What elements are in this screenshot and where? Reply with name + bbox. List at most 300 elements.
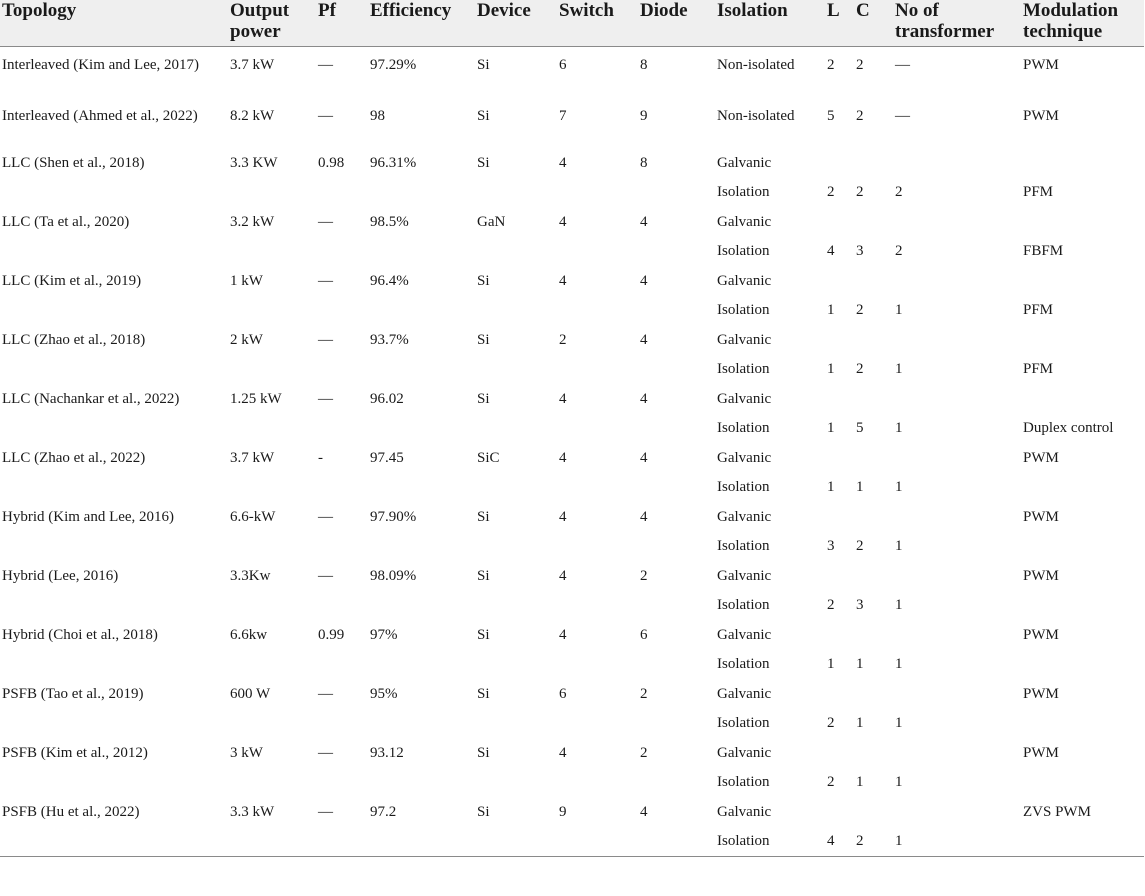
cell-l <box>825 503 854 533</box>
cell-topology: LLC (Zhao et al., 2018) <box>2 331 146 348</box>
cell-output-power <box>228 709 316 739</box>
cell-c: 2 <box>856 302 864 318</box>
cell-efficiency: 96.4% <box>370 272 409 289</box>
cell-diode: 2 <box>640 685 648 702</box>
cell-pf <box>316 532 368 562</box>
table-row <box>0 414 1144 444</box>
header-device <box>475 0 557 47</box>
cell-c: 2 <box>856 107 864 124</box>
cell-modulation: PFM <box>1023 361 1054 377</box>
header-transformer-line1: No of <box>895 0 939 21</box>
cell-c <box>854 680 893 710</box>
cell-output-power: 3 kW <box>230 744 263 761</box>
cell-efficiency: 93.12 <box>370 744 404 761</box>
cell-isolation: Galvanic <box>717 154 772 171</box>
cell-transformer <box>893 326 1021 356</box>
cell-c: 1 <box>856 774 864 790</box>
cell-device: Si <box>477 744 490 761</box>
cell-device <box>475 650 557 680</box>
table-row <box>0 709 1144 739</box>
cell-topology: Interleaved (Kim and Lee, 2017) <box>2 57 199 73</box>
cell-l: 4 <box>825 827 854 857</box>
cell-switch: 6 <box>559 685 567 702</box>
cell-efficiency: 97.29% <box>370 57 417 73</box>
cell-output-power <box>228 414 316 444</box>
cell-pf <box>316 768 368 798</box>
cell-isolation: Isolation <box>717 302 770 318</box>
cell-isolation: Galvanic <box>717 390 772 407</box>
cell-device: Si <box>477 57 490 73</box>
cell-modulation: PFM <box>1023 184 1054 200</box>
cell-topology <box>0 650 228 680</box>
cell-output-power: 1 kW <box>230 272 263 289</box>
cell-diode: 2 <box>640 567 648 584</box>
cell-switch <box>557 709 638 739</box>
cell-topology <box>0 237 228 267</box>
cell-transformer <box>893 208 1021 238</box>
cell-switch <box>557 768 638 798</box>
cell-isolation: Isolation <box>717 361 770 377</box>
cell-topology <box>0 178 228 208</box>
cell-device <box>475 414 557 444</box>
cell-l: 5 <box>827 107 835 124</box>
table-body <box>0 47 1144 857</box>
cell-modulation <box>1021 267 1144 297</box>
cell-transformer <box>893 621 1021 651</box>
cell-pf: 0.98 <box>318 154 345 171</box>
cell-isolation: Isolation <box>717 420 770 436</box>
cell-diode: 8 <box>640 154 648 171</box>
cell-pf <box>316 473 368 503</box>
header-efficiency-label: Efficiency <box>370 0 452 21</box>
cell-l: 1 <box>827 420 835 436</box>
cell-pf: — <box>318 744 333 761</box>
cell-c: 2 <box>856 538 864 554</box>
cell-c <box>854 621 893 651</box>
cell-modulation <box>1021 827 1144 857</box>
header-topology <box>0 0 228 47</box>
cell-pf: — <box>318 107 333 124</box>
cell-isolation: Isolation <box>715 827 825 857</box>
cell-output-power: 3.7 kW <box>230 57 275 73</box>
table-row <box>0 444 1144 474</box>
cell-device <box>475 709 557 739</box>
cell-output-power: 8.2 kW <box>230 107 275 124</box>
cell-diode <box>638 591 715 621</box>
cell-isolation: Isolation <box>717 774 770 790</box>
cell-device: Si <box>477 685 490 702</box>
cell-diode: 4 <box>640 390 648 407</box>
cell-topology <box>0 532 228 562</box>
cell-isolation: Galvanic <box>717 508 772 525</box>
cell-efficiency <box>368 178 475 208</box>
header-transformer-line2: transformer <box>895 21 995 42</box>
cell-efficiency: 98 <box>370 107 385 124</box>
cell-efficiency: 93.7% <box>370 331 409 348</box>
cell-l: 4 <box>827 243 835 259</box>
cell-device <box>475 296 557 326</box>
cell-pf <box>316 296 368 326</box>
cell-efficiency: 96.02 <box>370 390 404 407</box>
cell-device <box>475 827 557 857</box>
cell-switch <box>557 827 638 857</box>
cell-diode: 6 <box>640 626 648 643</box>
cell-modulation <box>1021 532 1144 562</box>
cell-diode: 4 <box>640 272 648 289</box>
header-transformer <box>893 0 1021 47</box>
cell-pf: — <box>318 567 333 584</box>
cell-efficiency: 97% <box>370 626 398 643</box>
cell-topology: PSFB (Hu et al., 2022) <box>2 803 140 820</box>
cell-c: 3 <box>856 243 864 259</box>
cell-switch: 4 <box>559 744 567 761</box>
cell-transformer <box>893 267 1021 297</box>
cell-l: 2 <box>827 774 835 790</box>
cell-output-power: 3.2 kW <box>230 213 275 230</box>
cell-modulation <box>1021 326 1144 356</box>
cell-modulation <box>1021 650 1144 680</box>
cell-device <box>475 178 557 208</box>
cell-modulation: PWM <box>1023 107 1059 124</box>
cell-efficiency <box>368 532 475 562</box>
cell-switch <box>557 591 638 621</box>
cell-topology: Hybrid (Kim and Lee, 2016) <box>2 508 175 525</box>
cell-pf <box>316 414 368 444</box>
header-diode <box>638 0 715 47</box>
cell-topology: PSFB (Tao et al., 2019) <box>2 685 144 702</box>
cell-c <box>854 562 893 592</box>
cell-switch <box>557 355 638 385</box>
cell-pf <box>316 650 368 680</box>
cell-device: Si <box>477 390 490 407</box>
header-device-label: Device <box>477 0 531 21</box>
cell-efficiency <box>368 768 475 798</box>
cell-efficiency <box>368 591 475 621</box>
cell-transformer: 1 <box>895 774 903 790</box>
cell-modulation: Duplex control <box>1023 420 1114 436</box>
cell-efficiency <box>368 473 475 503</box>
cell-topology <box>0 355 228 385</box>
cell-diode <box>638 296 715 326</box>
cell-switch: 7 <box>559 107 567 124</box>
cell-device <box>475 473 557 503</box>
cell-switch <box>557 414 638 444</box>
cell-diode: 4 <box>640 331 648 348</box>
cell-topology <box>0 591 228 621</box>
cell-pf: - <box>318 449 323 466</box>
cell-efficiency <box>368 709 475 739</box>
cell-output-power: 3.3Kw <box>230 567 271 584</box>
table-row <box>0 650 1144 680</box>
cell-modulation: PWM <box>1023 567 1059 584</box>
cell-switch <box>557 473 638 503</box>
cell-isolation: Galvanic <box>717 331 772 348</box>
cell-diode: 4 <box>640 449 648 466</box>
cell-efficiency: 97.2 <box>370 803 397 820</box>
cell-modulation: PWM <box>1023 449 1059 466</box>
table-row <box>0 267 1144 297</box>
table-row <box>0 680 1144 710</box>
cell-transformer: 1 <box>895 656 903 672</box>
header-modulation-line2: technique <box>1023 21 1103 42</box>
cell-l: 3 <box>827 538 835 554</box>
table-row <box>0 355 1144 385</box>
header-l <box>825 0 854 47</box>
cell-l: 2 <box>827 715 835 731</box>
cell-efficiency <box>368 414 475 444</box>
cell-output-power <box>228 591 316 621</box>
table-row <box>0 149 1144 179</box>
cell-diode <box>638 650 715 680</box>
table-row <box>0 532 1144 562</box>
cell-diode: 4 <box>640 213 648 230</box>
cell-modulation: PWM <box>1023 685 1059 702</box>
cell-transformer <box>893 503 1021 533</box>
cell-device: GaN <box>477 213 506 230</box>
cell-isolation: Isolation <box>717 479 770 495</box>
cell-transformer: 1 <box>895 420 903 436</box>
cell-l <box>825 208 854 238</box>
cell-diode: 2 <box>640 744 648 761</box>
table-row <box>0 473 1144 503</box>
cell-c: 2 <box>854 827 893 857</box>
cell-transformer: 1 <box>895 361 903 377</box>
cell-device: Si <box>477 107 490 124</box>
table-row <box>0 827 1144 857</box>
cell-device: Si <box>477 803 490 820</box>
cell-efficiency <box>368 237 475 267</box>
header-pf <box>316 0 368 47</box>
cell-modulation: ZVS PWM <box>1023 803 1091 820</box>
cell-output-power: 6.6-kW <box>230 508 276 525</box>
cell-isolation: Galvanic <box>717 803 772 820</box>
cell-device <box>475 591 557 621</box>
cell-modulation <box>1021 591 1144 621</box>
table-row <box>0 591 1144 621</box>
cell-c: 3 <box>856 597 864 613</box>
cell-l <box>825 444 854 474</box>
cell-c: 2 <box>856 184 864 200</box>
cell-switch <box>557 237 638 267</box>
cell-transformer: 2 <box>895 184 903 200</box>
cell-efficiency: 96.31% <box>370 154 417 171</box>
cell-transformer: 2 <box>895 243 903 259</box>
cell-l: 2 <box>827 57 835 73</box>
cell-transformer <box>893 680 1021 710</box>
cell-c: 1 <box>856 479 864 495</box>
cell-topology: LLC (Zhao et al., 2022) <box>2 449 146 466</box>
cell-switch <box>557 650 638 680</box>
cell-transformer <box>893 798 1021 828</box>
cell-pf <box>316 591 368 621</box>
cell-transformer: 1 <box>895 597 903 613</box>
cell-topology: Hybrid (Lee, 2016) <box>2 567 119 584</box>
cell-switch: 6 <box>559 57 567 73</box>
cell-l: 1 <box>827 361 835 377</box>
cell-c <box>854 326 893 356</box>
cell-topology <box>0 296 228 326</box>
cell-diode: 4 <box>640 803 648 820</box>
cell-modulation: PWM <box>1023 626 1059 643</box>
cell-pf <box>316 827 368 857</box>
cell-isolation: Galvanic <box>717 272 772 289</box>
cell-modulation: PWM <box>1023 57 1059 73</box>
cell-isolation: Galvanic <box>717 626 772 643</box>
cell-diode <box>638 709 715 739</box>
cell-diode <box>638 237 715 267</box>
cell-topology: LLC (Shen et al., 2018) <box>2 154 145 171</box>
cell-transformer <box>893 385 1021 415</box>
cell-device: Si <box>477 567 490 584</box>
cell-device <box>475 355 557 385</box>
cell-output-power: 2 kW <box>230 331 263 348</box>
cell-topology: LLC (Nachankar et al., 2022) <box>2 390 180 407</box>
cell-switch: 4 <box>559 213 567 230</box>
cell-l <box>825 267 854 297</box>
cell-isolation: Non-isolated <box>717 107 795 124</box>
cell-switch: 4 <box>559 626 567 643</box>
header-c-label: C <box>856 0 870 21</box>
cell-pf: — <box>318 508 333 525</box>
header-output-power-line2: power <box>230 21 281 42</box>
header-pf-label: Pf <box>318 0 336 21</box>
table-row <box>0 98 1144 149</box>
header-efficiency <box>368 0 475 47</box>
cell-pf: — <box>318 390 333 407</box>
cell-diode <box>638 768 715 798</box>
header-switch <box>557 0 638 47</box>
cell-transformer: 1 <box>895 538 903 554</box>
cell-output-power: 3.3 kW <box>230 803 275 820</box>
cell-transformer <box>893 739 1021 769</box>
table-header <box>0 0 1144 47</box>
cell-transformer: — <box>895 107 910 124</box>
cell-output-power <box>228 827 316 857</box>
cell-pf: — <box>318 57 333 73</box>
header-c <box>854 0 893 47</box>
cell-device <box>475 532 557 562</box>
cell-efficiency <box>368 296 475 326</box>
cell-output-power <box>228 296 316 326</box>
cell-modulation: PFM <box>1023 302 1054 318</box>
cell-c <box>854 739 893 769</box>
table-row <box>0 768 1144 798</box>
cell-topology: Hybrid (Choi et al., 2018) <box>2 626 158 643</box>
cell-topology <box>0 473 228 503</box>
cell-l: 2 <box>827 184 835 200</box>
cell-modulation: PWM <box>1023 744 1059 761</box>
cell-l <box>825 385 854 415</box>
cell-switch: 4 <box>559 508 567 525</box>
table-row <box>0 296 1144 326</box>
table-row <box>0 208 1144 238</box>
header-l-label: L <box>827 0 840 21</box>
header-modulation-line1: Modulation <box>1023 0 1119 21</box>
cell-l <box>825 739 854 769</box>
cell-c: 2 <box>856 57 864 73</box>
cell-output-power <box>228 532 316 562</box>
cell-output-power <box>228 237 316 267</box>
cell-transformer <box>893 149 1021 179</box>
cell-isolation: Isolation <box>717 715 770 731</box>
cell-isolation: Isolation <box>717 184 770 200</box>
cell-topology <box>0 827 228 857</box>
cell-isolation: Galvanic <box>717 567 772 584</box>
cell-isolation: Galvanic <box>717 213 772 230</box>
cell-l: 1 <box>827 656 835 672</box>
cell-switch: 4 <box>559 567 567 584</box>
cell-modulation <box>1021 473 1144 503</box>
cell-c: 1 <box>856 715 864 731</box>
table-row <box>0 739 1144 769</box>
cell-isolation: Isolation <box>717 597 770 613</box>
cell-c <box>854 798 893 828</box>
cell-output-power: 1.25 kW <box>230 390 282 407</box>
cell-pf: — <box>318 331 333 348</box>
cell-output-power: 6.6kw <box>230 626 268 643</box>
cell-transformer <box>893 562 1021 592</box>
cell-modulation <box>1021 208 1144 238</box>
table-row <box>0 385 1144 415</box>
cell-pf: — <box>318 803 333 820</box>
cell-diode <box>638 355 715 385</box>
cell-pf <box>316 237 368 267</box>
cell-diode: 8 <box>640 57 648 73</box>
cell-isolation: Isolation <box>717 656 770 672</box>
cell-switch <box>557 296 638 326</box>
cell-l <box>825 680 854 710</box>
cell-diode: 9 <box>640 107 648 124</box>
cell-diode <box>638 473 715 503</box>
cell-output-power <box>228 768 316 798</box>
header-diode-label: Diode <box>640 0 688 21</box>
cell-c <box>854 267 893 297</box>
cell-output-power <box>228 178 316 208</box>
cell-efficiency: 97.45 <box>370 449 404 466</box>
cell-switch: 4 <box>559 390 567 407</box>
header-output-power-line1: Output <box>230 0 290 21</box>
cell-modulation <box>1021 385 1144 415</box>
cell-transformer: 1 <box>895 479 903 495</box>
cell-topology: LLC (Ta et al., 2020) <box>2 213 130 230</box>
cell-c <box>854 208 893 238</box>
header-output-power <box>228 0 316 47</box>
cell-efficiency <box>368 650 475 680</box>
cell-pf: — <box>318 685 333 702</box>
cell-modulation <box>1021 768 1144 798</box>
cell-c: 1 <box>856 656 864 672</box>
cell-pf <box>316 709 368 739</box>
cell-device <box>475 237 557 267</box>
cell-isolation: Non-isolated <box>717 57 795 73</box>
cell-l: 2 <box>827 597 835 613</box>
cell-c <box>854 385 893 415</box>
cell-modulation: FBFM <box>1023 243 1064 259</box>
table-row <box>0 178 1144 208</box>
cell-switch: 4 <box>559 154 567 171</box>
cell-l <box>825 798 854 828</box>
table-row <box>0 621 1144 651</box>
cell-topology <box>0 414 228 444</box>
cell-pf: — <box>318 272 333 289</box>
header-switch-label: Switch <box>559 0 614 21</box>
table-row <box>0 237 1144 267</box>
cell-transformer: 1 <box>895 715 903 731</box>
cell-c <box>854 444 893 474</box>
cell-device <box>475 768 557 798</box>
cell-switch <box>557 532 638 562</box>
cell-topology: Interleaved (Ahmed et al., 2022) <box>2 107 198 124</box>
